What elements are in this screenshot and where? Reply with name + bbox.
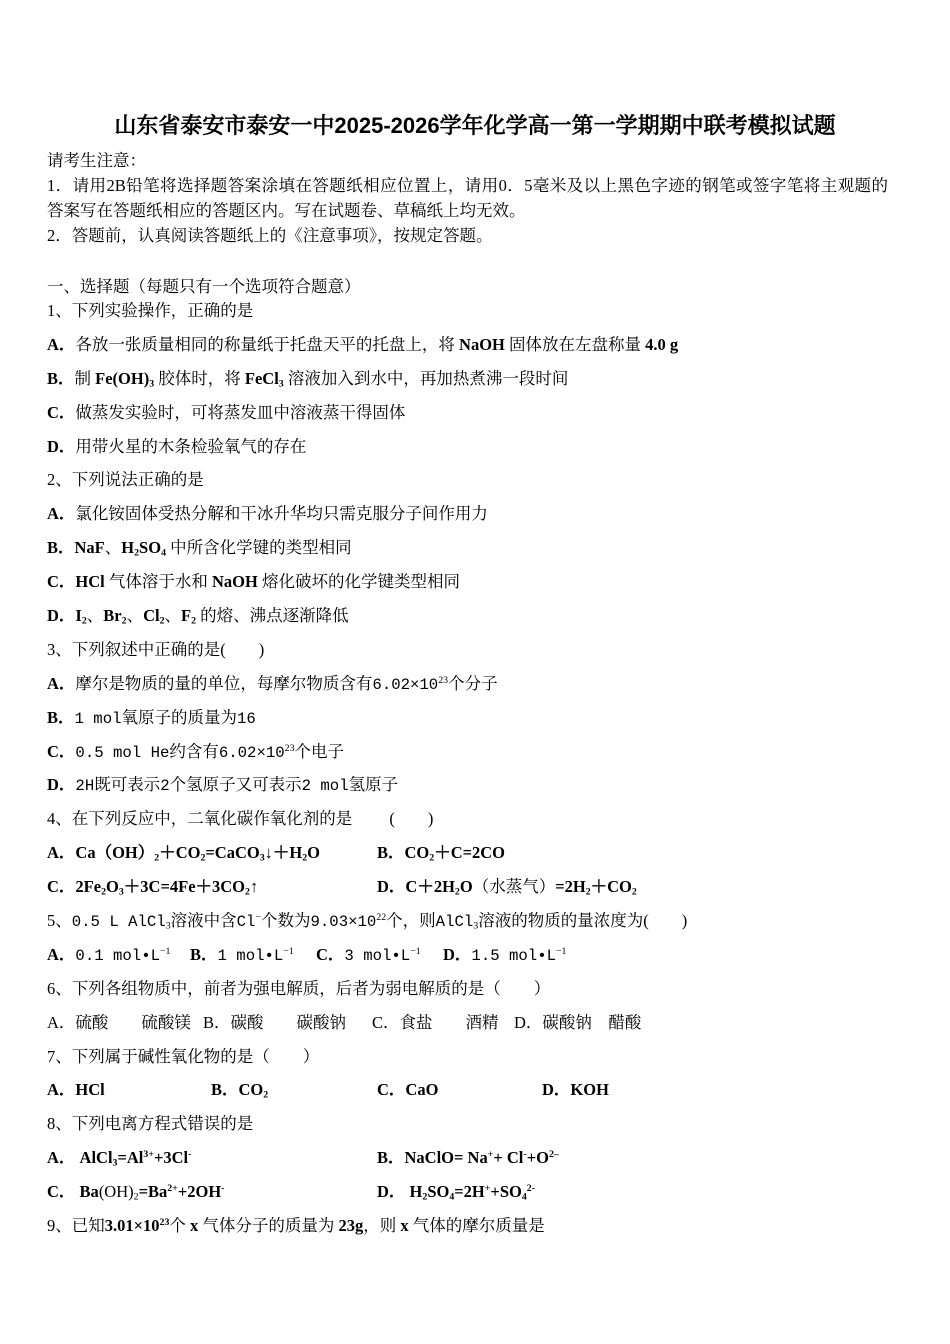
option-c: [316, 938, 443, 972]
bold-subscript: 2: [245, 886, 250, 898]
text-run: 、: [164, 606, 181, 626]
bold-superscript: -: [221, 1183, 225, 1195]
bold-run: D．: [47, 775, 76, 795]
text-run: 溶液的物质的量浓度为( ): [478, 911, 688, 931]
text-run: 胶体时，将: [154, 368, 245, 388]
mono-run: 0.5 mol He: [75, 743, 170, 762]
mono-run: 2H: [75, 777, 95, 796]
question-stem: [47, 904, 907, 938]
bold-run: C．: [47, 572, 76, 592]
bold-subscript: 3: [149, 378, 155, 390]
superscript: 23: [284, 742, 295, 754]
bold-run: AlCl: [79, 1148, 113, 1168]
superscript: 22: [376, 912, 387, 924]
bold-subscript: 2: [200, 852, 206, 864]
text-run: 个，则: [386, 911, 436, 931]
bold-run: O: [459, 877, 473, 897]
superscript: −1: [283, 945, 294, 957]
option-c: [47, 1175, 377, 1209]
bold-run: C．2Fe: [47, 877, 102, 897]
bold-subscript: 2: [422, 1191, 428, 1203]
bold-run: ＋3C=4Fe＋3CO: [123, 877, 246, 897]
mono-run: 2: [160, 777, 170, 796]
option-b: [47, 362, 907, 396]
option-row: [47, 1006, 907, 1040]
bold-run: A．Ca（OH）: [47, 843, 155, 863]
bold-run: =2H: [555, 877, 586, 897]
question-3: [47, 633, 907, 802]
question-2: [47, 463, 907, 632]
text-run: 约含有: [169, 741, 219, 761]
option-a: [47, 497, 907, 531]
option-a: [47, 1141, 377, 1175]
text-run: 中所含化学键的类型相同: [166, 538, 352, 558]
bold-subscript: 2: [134, 547, 140, 559]
bold-run: x: [190, 1216, 199, 1236]
bold-run: C．: [316, 944, 345, 964]
subscript: 3: [473, 920, 479, 932]
text-run: 熔化破坏的化学键类型相同: [257, 572, 460, 592]
bold-run: O: [307, 843, 321, 863]
bold-run: NaF: [74, 538, 105, 558]
question-7: [47, 1040, 907, 1108]
text-run: 9、已知: [47, 1216, 105, 1236]
option-d: [47, 430, 907, 464]
option-b: [190, 938, 316, 972]
text-run: 气体溶于水和: [104, 572, 213, 592]
bold-superscript: 2-: [526, 1183, 536, 1195]
bold-superscript: 23: [159, 1217, 170, 1229]
question-5: [47, 904, 907, 972]
option-b: [377, 836, 505, 870]
text-run: 1、下列实验操作，正确的是: [47, 301, 254, 320]
option-row: [47, 870, 907, 904]
text-run: A．硫酸 硫酸镁: [47, 1012, 191, 1032]
text-run: 4、在下列反应中，二氧化碳作氧化剂的是 ( ): [47, 809, 434, 829]
bold-run: C．CaO: [377, 1080, 439, 1100]
option-d: [514, 1006, 641, 1040]
bold-superscript: -: [523, 1149, 527, 1161]
superscript: −: [255, 912, 262, 924]
bold-run: 3.01×10: [104, 1216, 160, 1236]
bold-run: A．: [47, 944, 76, 964]
option-row: [47, 1175, 907, 1209]
bold-subscript: 3: [112, 1157, 118, 1169]
notice-item-1: 1．请用2B铅笔将选择题答案涂填在答题纸相应位置上，请用0．5毫米及以上黑色字迹的钢笔或签字笔将主观题的: [47, 175, 888, 195]
option-a: [47, 938, 190, 972]
mono-run: Cl: [236, 913, 256, 932]
bold-run: ↑: [249, 877, 259, 897]
option-d: [377, 870, 637, 904]
bold-run: B．: [190, 944, 218, 964]
question-stem: [47, 1107, 907, 1141]
text-run: 的熔、沸点逐渐降低: [196, 606, 349, 626]
text-run: 2、下列说法正确的是: [47, 470, 204, 490]
notice-item-1-continued: 答案写在答题纸相应的答题区内。写在试题卷、草稿纸上均无效。: [47, 201, 526, 221]
bold-run: I: [75, 606, 82, 626]
text-run: 摩尔是物质的量的单位，每摩尔物质含有: [75, 673, 373, 693]
notice-heading: 请考生注意：: [47, 150, 146, 170]
bold-run: B．: [377, 1148, 405, 1168]
bold-subscript: 2: [263, 1089, 269, 1101]
text-run: 、: [86, 606, 104, 626]
mono-run: 6.02×10: [372, 675, 439, 694]
text-run: 溶液加入到水中，再加热煮沸一段时间: [283, 368, 569, 388]
bold-run: Cl: [143, 606, 160, 626]
text-run: 个氢原子又可表示: [169, 775, 302, 795]
bold-subscript: 2: [81, 615, 87, 627]
bold-superscript: +: [484, 1183, 491, 1195]
bold-subscript: 3: [118, 886, 124, 898]
question-stem: [47, 1209, 907, 1243]
text-run: 氯化铵固体受热分解和干冰升华均只需克服分子间作用力: [75, 504, 488, 524]
mono-run: 1.5 mol•L: [471, 946, 556, 965]
question-stem: [47, 294, 907, 328]
superscript: −1: [410, 945, 421, 957]
superscript: 23: [438, 674, 449, 686]
bold-run: D．: [377, 1182, 406, 1202]
text-run: 3、下列叙述中正确的是( ): [47, 639, 265, 659]
bold-run: D．: [47, 606, 76, 626]
bold-subscript: 2: [159, 615, 165, 627]
bold-run: F: [181, 606, 192, 626]
bold-superscript: 3+: [143, 1149, 154, 1161]
text-run: （水蒸气）: [472, 877, 556, 897]
question-stem: [47, 633, 907, 667]
option-d: [47, 599, 907, 633]
bold-run: D．C＋2H: [377, 877, 455, 897]
bold-run: SO: [427, 1182, 450, 1202]
bold-superscript: 2–: [548, 1149, 559, 1161]
bold-run: Br: [103, 606, 122, 626]
mono-run: 0.1 mol•L: [75, 946, 160, 965]
bold-run: H: [409, 1182, 423, 1202]
option-row: [47, 836, 907, 870]
bold-run: D．: [47, 436, 76, 456]
text-run: C．食盐 酒精: [372, 1012, 499, 1032]
text-run: 气体分子的质量为: [198, 1216, 339, 1236]
bold-run: =CaCO: [205, 843, 260, 863]
bold-run: +O: [526, 1148, 549, 1168]
question-stem: [47, 463, 907, 497]
option-a: [47, 1073, 211, 1107]
question-stem: [47, 1040, 907, 1074]
bold-run: 4.0 g: [645, 334, 679, 354]
bold-run: A．: [47, 334, 76, 354]
bold-superscript: 2+: [167, 1183, 178, 1195]
option-a: [47, 328, 907, 362]
bold-superscript: +: [487, 1149, 494, 1161]
option-b: [47, 531, 907, 565]
bold-subscript: 2: [154, 852, 160, 864]
bold-run: A．HCl: [47, 1080, 105, 1100]
bold-run: O: [106, 877, 119, 897]
text-run: 气体的摩尔质量是: [408, 1216, 545, 1236]
bold-subscript: 2: [101, 886, 107, 898]
mono-run: 1 mol: [74, 709, 122, 728]
option-c: [377, 1073, 542, 1107]
text-run: 既可表示: [94, 775, 161, 795]
bold-run: B．CO: [377, 843, 430, 863]
text-run: 个: [169, 1216, 191, 1236]
notice-item-2: 2．答题前，认真阅读答题纸上的《注意事项》，按规定答题。: [47, 226, 493, 246]
bold-run: + Cl: [493, 1148, 524, 1168]
option-d: [377, 1175, 535, 1209]
bold-run: C．: [47, 1182, 76, 1202]
option-d: [443, 938, 567, 972]
option-a: [47, 667, 907, 701]
option-b: [377, 1141, 559, 1175]
mono-run: 0.5 L AlCl: [71, 913, 166, 932]
bold-subscript: 2: [302, 852, 308, 864]
bold-run: x: [400, 1216, 409, 1236]
option-b: [211, 1073, 377, 1107]
bold-run: Fe(OH): [95, 368, 150, 388]
question-8: [47, 1107, 907, 1209]
bold-run: ＋CO: [590, 877, 632, 897]
mono-run: 16: [237, 709, 256, 728]
text-run: 氧原子的质量为: [121, 707, 237, 727]
text-run: (OH): [98, 1182, 134, 1202]
bold-run: =Ba: [138, 1182, 168, 1202]
bold-subscript: 2: [429, 852, 435, 864]
bold-run: +2OH: [177, 1182, 222, 1202]
option-c: [47, 565, 907, 599]
bold-run: D．KOH: [542, 1080, 609, 1100]
exam-notice: [47, 148, 888, 249]
text-run: ，则: [363, 1216, 401, 1236]
question-4: [47, 802, 907, 904]
text-run: 溶液中含: [170, 911, 237, 931]
exam-title: 山东省泰安市泰安一中2025-2026学年化学高一第一学期期中联考模拟试题: [114, 113, 836, 138]
option-a: [47, 1006, 203, 1040]
text-run: 各放一张质量相同的称量纸于托盘天平的托盘上，将: [75, 334, 460, 354]
bold-run: ＋CO: [159, 843, 201, 863]
text-run: 个分子: [448, 673, 498, 693]
bold-run: B．: [47, 538, 75, 558]
bold-run: Ba: [79, 1182, 99, 1202]
text-run: B．碳酸 碳酸钠: [203, 1012, 347, 1032]
bold-run: NaOH: [212, 572, 258, 592]
text-run: 7、下列属于碱性氧化物的是（ ）: [47, 1046, 320, 1066]
question-1: [47, 294, 907, 463]
text-run: 5、: [47, 911, 72, 931]
section-heading: 一、选择题（每题只有一个选项符合题意）: [47, 276, 361, 296]
bold-run: A．: [47, 504, 76, 524]
bold-run: ＋C=2CO: [434, 843, 506, 863]
question-stem: [47, 972, 907, 1006]
text-run: 、: [104, 538, 122, 558]
mono-run: AlCl: [435, 913, 474, 932]
bold-run: FeCl: [244, 368, 279, 388]
question-stem: [47, 802, 907, 836]
option-c: [47, 396, 907, 430]
mono-run: 3 mol•L: [344, 946, 411, 965]
bold-subscript: 4: [449, 1191, 455, 1203]
text-run: 个电子: [294, 741, 345, 761]
bold-run: +3Cl: [153, 1148, 189, 1168]
option-d: [47, 768, 907, 802]
text-run: 固体放在左盘称量: [504, 334, 646, 354]
bold-superscript: -: [188, 1149, 192, 1161]
mono-run: 2 mol: [301, 777, 349, 796]
bold-run: =2H: [454, 1182, 485, 1202]
bold-run: H: [121, 538, 135, 558]
bold-run: D．: [443, 944, 472, 964]
option-b: [47, 701, 907, 735]
text-run: 用带火星的木条检验氧气的存在: [75, 436, 307, 456]
superscript: −1: [159, 945, 171, 957]
bold-subscript: 2: [121, 615, 127, 627]
bold-subscript: 2: [191, 615, 197, 627]
bold-subscript: 2: [454, 886, 460, 898]
option-c: [47, 870, 377, 904]
question-9: [47, 1209, 907, 1243]
text-run: 、: [126, 606, 144, 626]
text-run: 8、下列电离方程式错误的是: [47, 1114, 254, 1134]
option-c: [372, 1006, 514, 1040]
text-run: 氢原子: [348, 775, 399, 795]
option-d: [542, 1073, 609, 1107]
bold-subscript: 2: [585, 886, 591, 898]
bold-subscript: 4: [521, 1191, 527, 1203]
text-run: 6、下列各组物质中，前者为强电解质，后者为弱电解质的是（ ）: [47, 978, 551, 998]
bold-subscript: 3: [259, 852, 265, 864]
bold-run: NaOH: [459, 334, 505, 354]
option-c: [47, 735, 907, 769]
text-run: D．碳酸钠 醋酸: [514, 1012, 642, 1032]
bold-subscript: 4: [161, 547, 166, 559]
bold-run: SO: [139, 538, 162, 558]
bold-subscript: 3: [278, 378, 284, 390]
subscript: 3: [165, 920, 171, 932]
bold-run: NaClO= Na: [404, 1148, 488, 1168]
bold-run: 23g: [338, 1216, 364, 1236]
option-row: [47, 938, 907, 972]
bold-run: ↓＋H: [264, 843, 303, 863]
mono-run: 1 mol•L: [217, 946, 284, 965]
option-a: [47, 836, 377, 870]
bold-run: C．: [47, 402, 76, 422]
mono-run: 9.03×10: [310, 913, 377, 932]
text-run: 制: [74, 368, 96, 388]
bold-run: +SO: [490, 1182, 522, 1202]
bold-run: A．: [47, 673, 76, 693]
bold-run: B．: [47, 707, 75, 727]
question-list: [47, 294, 907, 1243]
option-row: [47, 1073, 907, 1107]
subscript: 2: [133, 1191, 139, 1203]
bold-run: C．: [47, 741, 76, 761]
bold-subscript: 2: [631, 886, 637, 898]
text-run: 个数为: [261, 911, 311, 931]
bold-run: HCl: [75, 572, 105, 592]
bold-run: B．CO: [211, 1080, 264, 1100]
question-6: [47, 972, 907, 1040]
bold-run: A．: [47, 1148, 76, 1168]
bold-run: =Al: [117, 1148, 144, 1168]
superscript: −1: [555, 945, 567, 957]
option-b: [203, 1006, 372, 1040]
mono-run: 6.02×10: [218, 743, 285, 762]
option-row: [47, 1141, 907, 1175]
text-run: 做蒸发实验时，可将蒸发皿中溶液蒸干得固体: [75, 402, 406, 422]
bold-run: B．: [47, 368, 75, 388]
